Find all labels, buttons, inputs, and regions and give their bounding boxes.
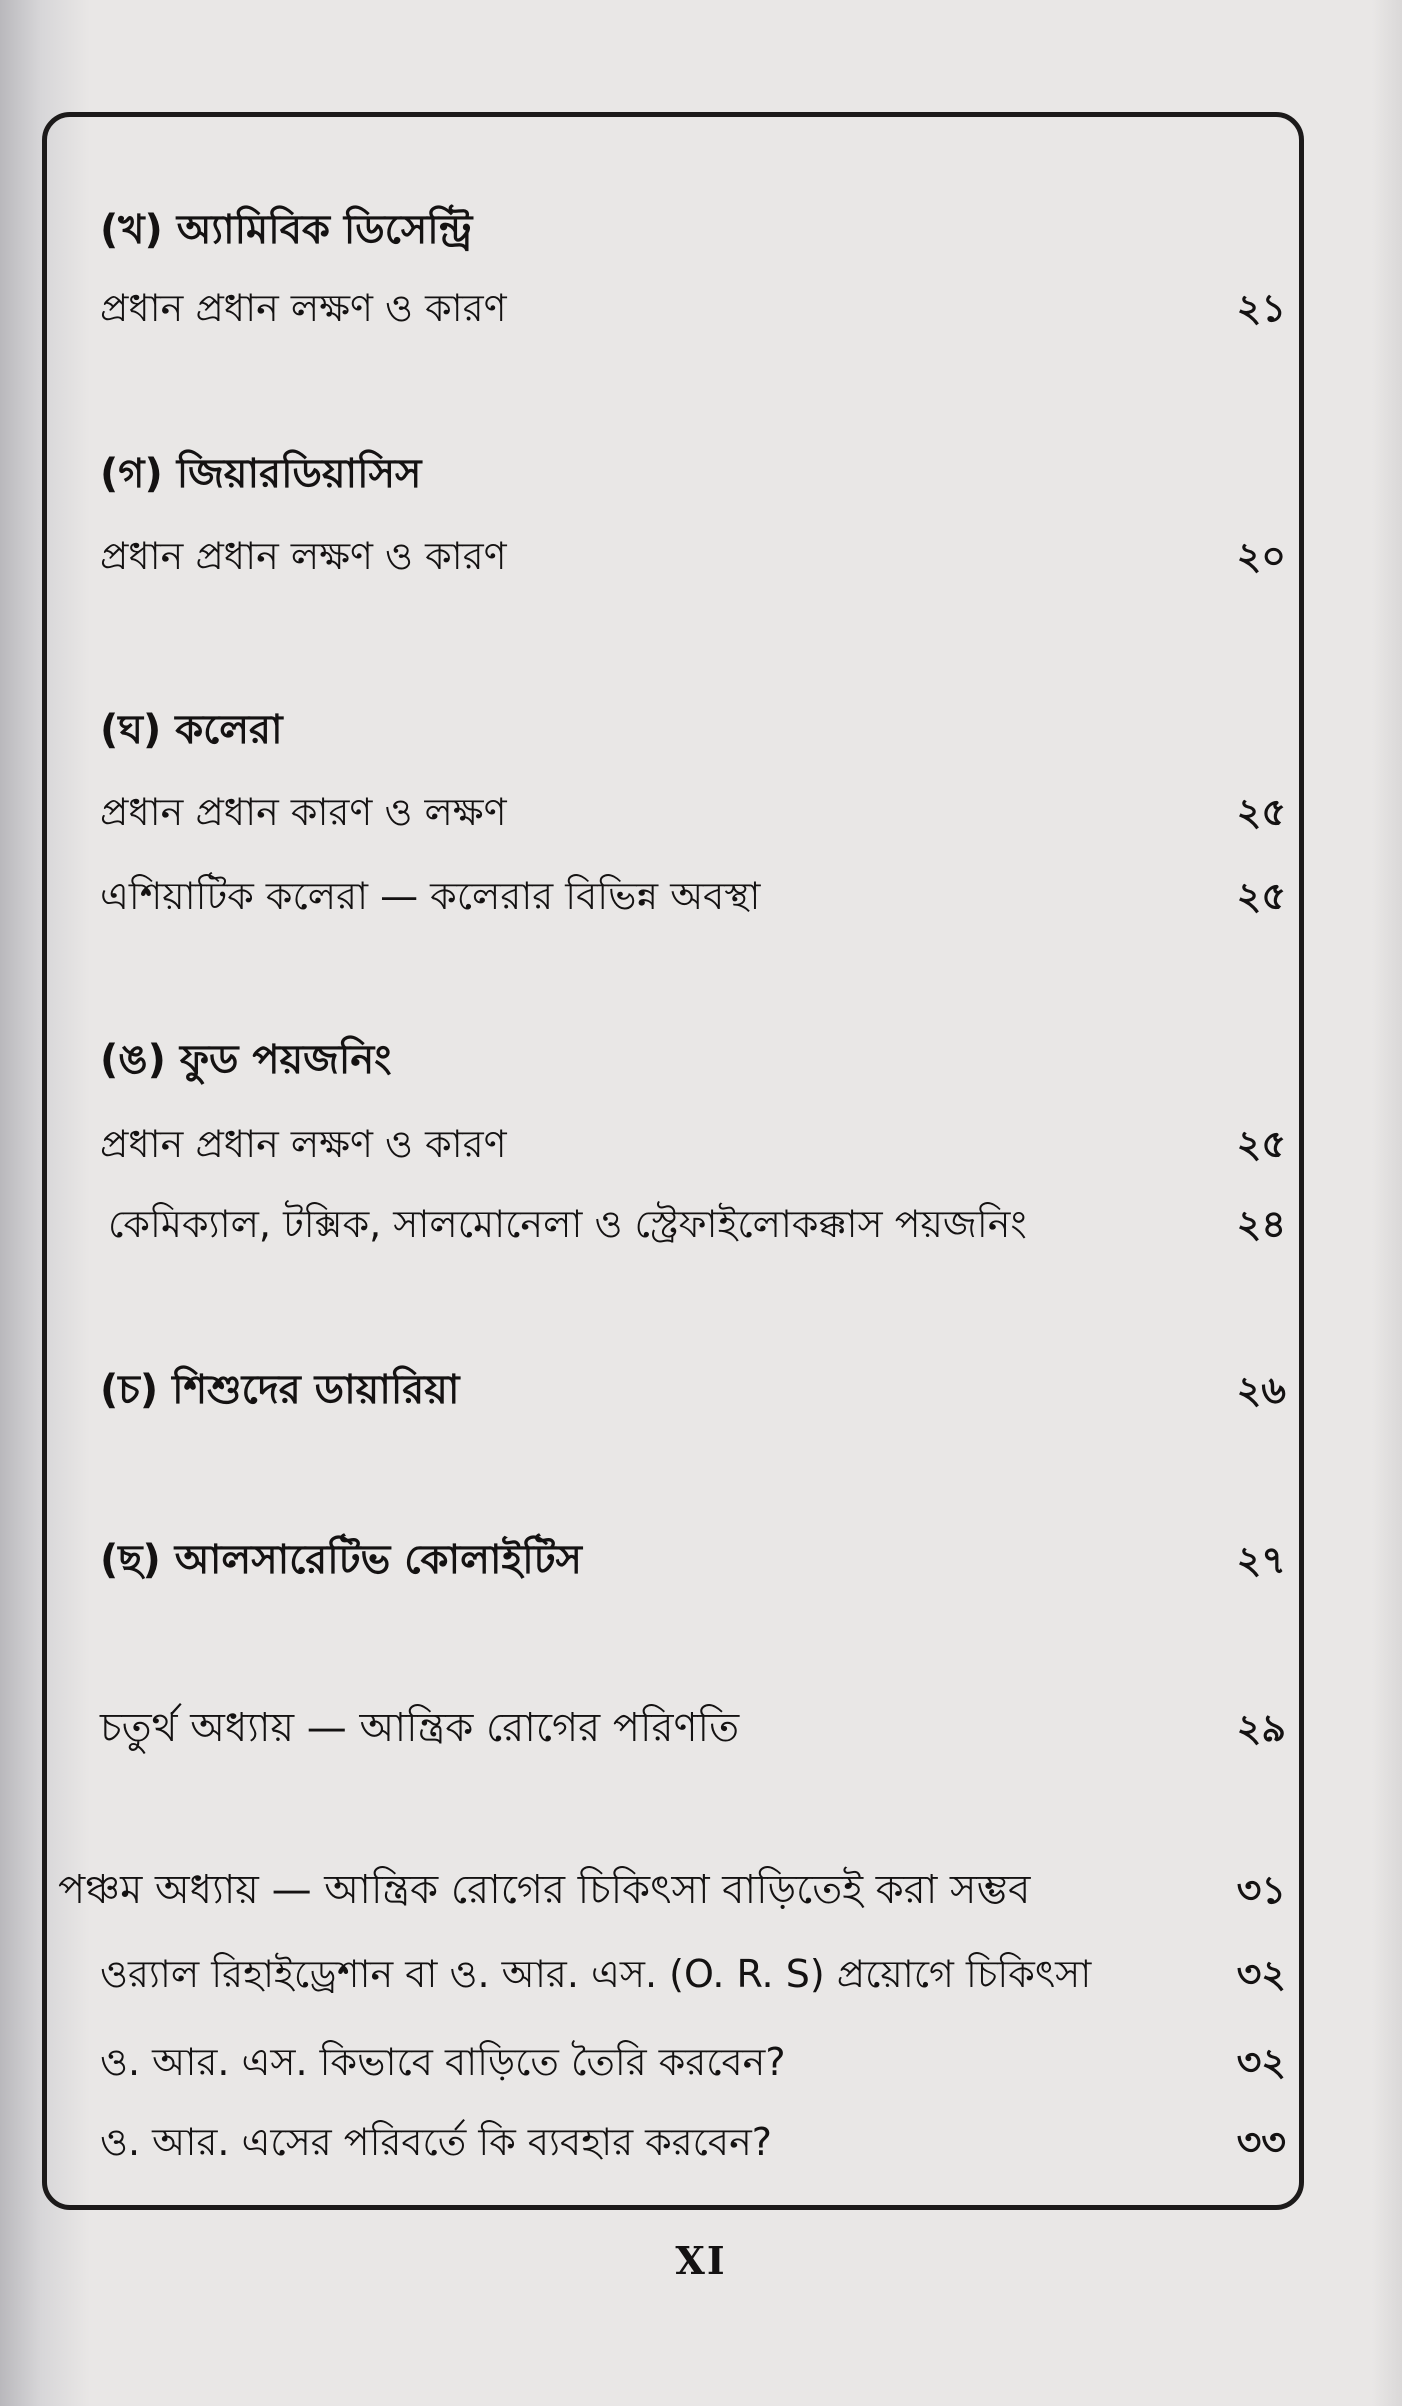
toc-section-heading	[100, 1532, 1286, 1588]
page-folio: XI	[675, 2238, 727, 2283]
toc-section-heading	[100, 446, 1286, 502]
toc-chapter-heading	[100, 1700, 1286, 1756]
toc-entry	[100, 2034, 1286, 2090]
entry-page-number: ৩১	[1236, 1868, 1286, 1912]
entry-label: প্রধান প্রধান লক্ষণ ও কারণ	[100, 1122, 507, 1166]
toc-section-heading	[100, 202, 1286, 258]
toc-section-heading	[100, 1362, 1286, 1418]
entry-page-number: ২৭	[1236, 1538, 1286, 1582]
toc-entry	[100, 280, 1286, 336]
chapter-title: পঞ্চম অধ্যায় — আন্ত্রিক রোগের চিকিৎসা বাড়িতেই করা সম্ভব	[58, 1867, 1031, 1913]
section-title: (ছ) আলসারেটিভ কোলাইটিস	[100, 1537, 582, 1583]
entry-page-number: ৩৩	[1236, 2120, 1286, 2164]
section-title: (খ) অ্যামিবিক ডিসেন্ট্রি	[100, 207, 473, 253]
entry-label: প্রধান প্রধান লক্ষণ ও কারণ	[100, 534, 507, 578]
entry-label: প্রধান প্রধান কারণ ও লক্ষণ	[100, 790, 507, 834]
toc-entry	[100, 784, 1286, 840]
section-title: (গ) জিয়ারডিয়াসিস	[100, 451, 422, 497]
entry-page-number: ৩২	[1236, 2040, 1286, 2084]
toc-entry	[100, 2114, 1286, 2170]
entry-page-number: ২৬	[1236, 1368, 1286, 1412]
entry-label: ওর‍্যাল রিহাইড্রেশান বা ও. আর. এস. (O. R. S) প্রয়োগে চিকিৎসা	[100, 1952, 1092, 1996]
page-edge-shadow	[1372, 0, 1402, 2406]
entry-label: ও. আর. এস. কিভাবে বাড়িতে তৈরি করবেন?	[100, 2040, 786, 2084]
toc-section-heading	[100, 1032, 1286, 1088]
section-title: (চ) শিশুদের ডায়ারিয়া	[100, 1367, 460, 1413]
section-title: (ঘ) কলেরা	[100, 707, 283, 753]
entry-page-number: ২৫	[1236, 1122, 1286, 1166]
toc-entry	[100, 1946, 1286, 2002]
entry-page-number: ২৪	[1236, 1202, 1286, 1246]
entry-page-number: ২০	[1236, 534, 1286, 578]
toc-entry	[100, 868, 1286, 924]
entry-page-number: ২৫	[1236, 790, 1286, 834]
entry-page-number: ২১	[1236, 286, 1286, 330]
entry-page-number: ২৫	[1236, 874, 1286, 918]
entry-page-number: ২৯	[1236, 1706, 1286, 1750]
chapter-title: চতুর্থ অধ্যায় — আন্ত্রিক রোগের পরিণতি	[100, 1705, 740, 1751]
toc-entry	[100, 1116, 1286, 1172]
entry-label: ও. আর. এসের পরিবর্তে কি ব্যবহার করবেন?	[100, 2120, 772, 2164]
toc-entry	[100, 528, 1286, 584]
entry-label: কেমিক্যাল, টক্সিক, সালমোনেলা ও স্ট্রেফাইলোকক্কাস পয়জনিং	[108, 1202, 1027, 1246]
entry-label: প্রধান প্রধান লক্ষণ ও কারণ	[100, 286, 507, 330]
toc-entry	[108, 1196, 1286, 1252]
entry-label: এশিয়াটিক কলেরা — কলেরার বিভিন্ন অবস্থা	[100, 874, 761, 918]
toc-chapter-heading	[58, 1862, 1286, 1918]
toc-section-heading	[100, 702, 1286, 758]
entry-page-number: ৩২	[1236, 1952, 1286, 1996]
section-title: (ঙ) ফুড পয়জনিং	[100, 1037, 392, 1083]
